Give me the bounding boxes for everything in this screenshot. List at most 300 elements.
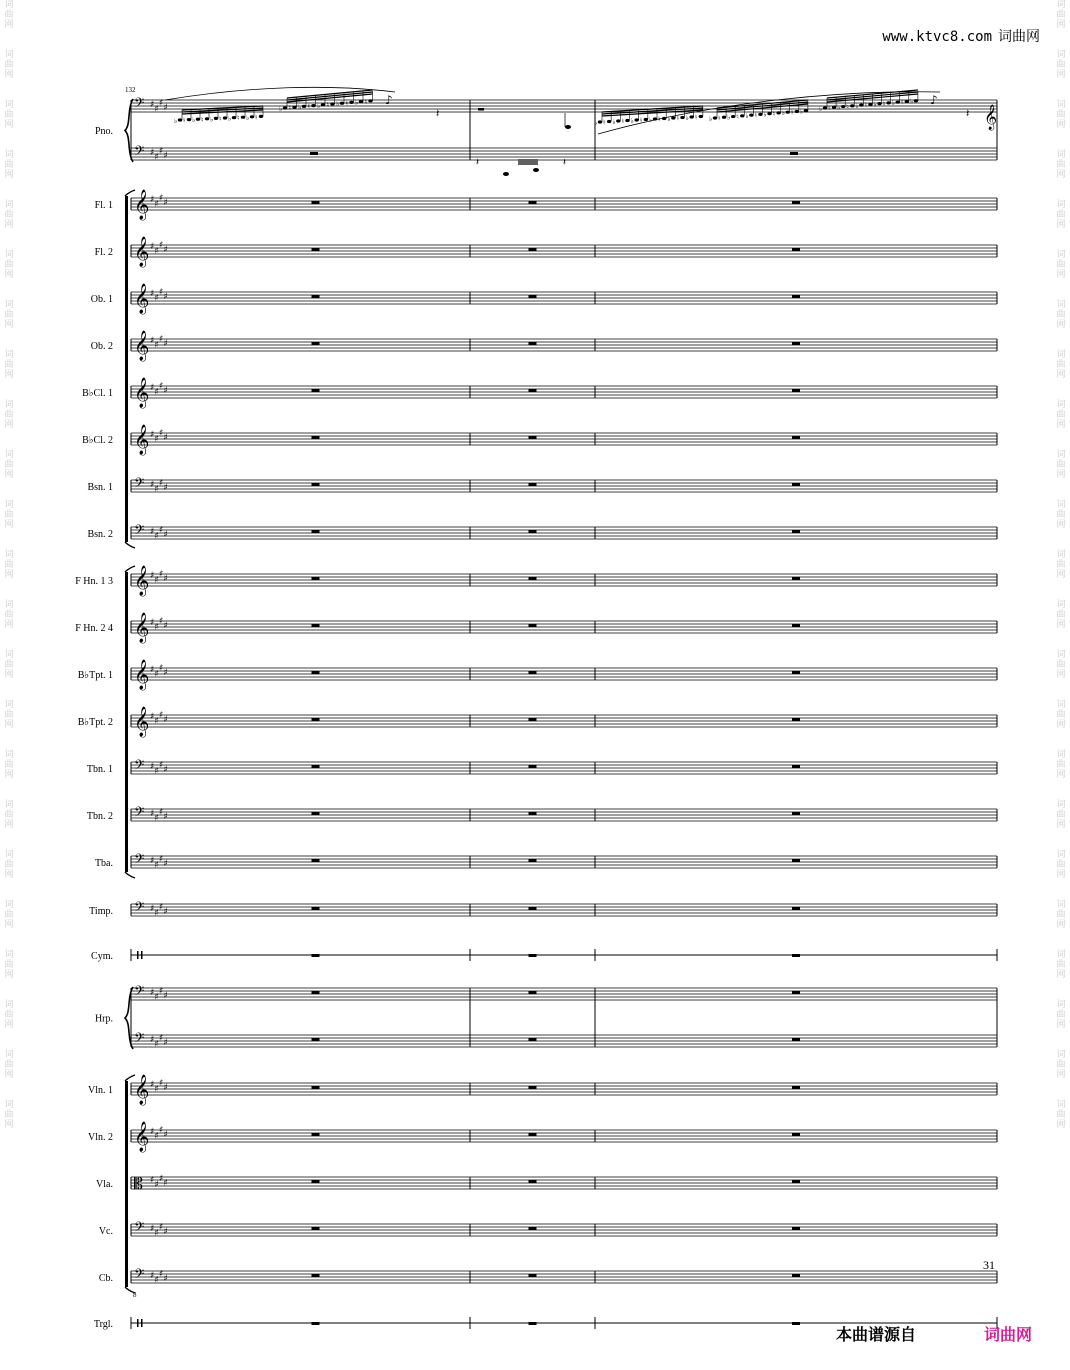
accidental: ♮ — [364, 97, 368, 106]
whole-rest — [792, 671, 800, 674]
piano-run-4-note — [731, 115, 735, 118]
whole-rest — [529, 765, 537, 768]
bass-clef: 𝄢 — [134, 1266, 145, 1285]
key-sharp: ♯ — [154, 669, 159, 680]
whole-rest — [312, 530, 320, 533]
whole-rest — [529, 624, 537, 627]
accidental: ♮ — [621, 117, 625, 126]
quarter-rest: 𝄽 — [966, 107, 970, 120]
key-sharp: ♯ — [159, 1078, 164, 1089]
whole-rest — [792, 1322, 800, 1325]
key-sharp: ♯ — [154, 1084, 159, 1095]
whole-rest — [792, 718, 800, 721]
piano-run-2-note — [349, 101, 353, 104]
bass-clef: 𝄢 — [134, 522, 145, 541]
instrument-label: B♭Tpt. 1 — [77, 670, 113, 681]
whole-rest — [312, 295, 320, 298]
accidental: ♭ — [192, 116, 196, 125]
accidental: ♭ — [745, 112, 749, 121]
quarter-rest: 𝄽 — [476, 157, 480, 168]
key-sharp: ♯ — [150, 1080, 155, 1090]
key-sharp: ♯ — [163, 1038, 168, 1048]
key-sharp: ♯ — [163, 621, 168, 631]
instrument-label: Timp. — [89, 906, 113, 917]
whole-rest — [792, 483, 800, 486]
ottava-mark: 8 — [133, 1291, 137, 1299]
accidental: ♮ — [718, 114, 721, 123]
whole-rest — [312, 483, 320, 486]
key-sharp: ♯ — [154, 484, 159, 495]
accidental: ♮ — [219, 115, 222, 123]
accidental: ♭ — [873, 100, 877, 109]
instrument-label: Tbn. 2 — [86, 811, 113, 822]
piano-run-3-note — [689, 115, 693, 118]
key-sharp: ♯ — [154, 199, 159, 210]
key-sharp: ♯ — [159, 428, 164, 439]
piano-run-2-note — [321, 103, 325, 106]
key-sharp: ♯ — [159, 193, 164, 204]
key-sharp: ♯ — [163, 483, 168, 493]
whole-rest — [312, 1133, 320, 1136]
piano-run-5-note — [868, 103, 872, 106]
whole-rest — [792, 1180, 800, 1183]
piano-run-3-note — [616, 119, 620, 122]
accidental: ♮ — [201, 115, 204, 124]
key-sharp: ♯ — [159, 381, 164, 392]
key-sharp: ♯ — [154, 813, 159, 824]
piano-run-3-note — [634, 118, 638, 121]
piano-run-5-note — [832, 106, 836, 109]
key-sharp: ♯ — [150, 148, 155, 158]
key-sharp: ♯ — [154, 575, 159, 586]
accidental: ♭ — [228, 114, 232, 123]
instrument-label: Fl. 1 — [94, 200, 113, 211]
accidental: ♭ — [819, 105, 823, 113]
key-sharp: ♯ — [154, 1180, 159, 1190]
whole-rest — [792, 624, 800, 627]
measure-number: 132 — [125, 86, 136, 94]
whole-rest — [529, 1086, 537, 1089]
whole-rest — [529, 954, 537, 957]
instrument-label: Vc. — [98, 1226, 113, 1237]
whole-rest — [529, 201, 537, 204]
accidental: ♮ — [694, 113, 698, 122]
treble-clef: 𝄞 — [134, 1075, 150, 1105]
accidental: ♮ — [288, 104, 292, 113]
whole-rest — [792, 389, 800, 392]
key-sharp: ♯ — [163, 715, 168, 725]
key-sharp: ♯ — [159, 98, 164, 109]
treble-clef: 𝄞 — [134, 613, 150, 643]
key-sharp: ♯ — [150, 242, 155, 252]
key-sharp: ♯ — [159, 1222, 164, 1233]
piano-run-3-note — [680, 116, 684, 119]
instrument-label: Bsn. 2 — [87, 529, 113, 540]
piano-run-1-note — [223, 116, 227, 119]
left-watermark: 词 曲 网 词 曲 网 词 曲 网 词 曲 网 词 曲 网 词 曲 网 词 曲 网 词 曲 网 词 曲 网 词 曲 网 词 曲 网 词 曲 网 词 曲 网 词 曲 网 词 曲 网 词 曲 网 词 曲 网 词 曲 网 词 曲 网 词 曲 网 词 曲 网 词 曲 网 词 曲 网 — [4, 0, 14, 1130]
piano-run-2-note — [359, 100, 363, 103]
accidental: ♮ — [754, 111, 757, 120]
key-sharp: ♯ — [154, 1275, 159, 1286]
footer-brand[interactable]: 词曲网 — [984, 1325, 1033, 1344]
whole-rest — [792, 812, 800, 815]
treble-clef: 𝄞 — [134, 190, 150, 220]
key-sharp: ♯ — [159, 240, 164, 251]
instrument-label: Vln. 2 — [88, 1132, 113, 1143]
key-sharp: ♯ — [159, 525, 164, 536]
instrument-label: Pno. — [94, 126, 113, 137]
key-sharp: ♯ — [154, 908, 159, 919]
piano-run-2-note — [340, 102, 344, 105]
whole-rest — [529, 671, 537, 674]
key-sharp: ♯ — [154, 387, 159, 398]
key-sharp: ♯ — [159, 760, 164, 771]
piano-run-4-note — [722, 116, 726, 119]
piano-run-2-beam — [287, 90, 373, 98]
key-sharp: ♯ — [159, 1269, 164, 1280]
key-sharp: ♯ — [159, 146, 164, 157]
key-sharp: ♯ — [159, 569, 164, 580]
whole-rest — [312, 765, 320, 768]
whole-rest — [529, 907, 537, 910]
key-sharp: ♯ — [150, 336, 155, 346]
piano-run-1-note — [214, 117, 218, 120]
instrument-label: F Hn. 1 3 — [75, 576, 113, 587]
accidental: ♭ — [612, 118, 616, 126]
accent-note: ♪ — [930, 93, 938, 107]
page-number: 31 — [983, 1258, 995, 1272]
accidental: ♭ — [667, 115, 671, 123]
whole-rest — [792, 907, 800, 910]
accidental: ♮ — [237, 114, 240, 123]
whole-rest — [312, 1086, 320, 1089]
percussion-clef — [137, 1319, 139, 1327]
instrument-label: Tba. — [94, 858, 113, 869]
key-sharp: ♯ — [150, 1035, 155, 1045]
treble-clef: 𝄞 — [134, 1122, 150, 1152]
woodwind-bracket-bottom — [125, 542, 135, 548]
accidental: ♭ — [210, 115, 214, 124]
whole-rest — [312, 1038, 320, 1041]
bass-clef: 𝄢 — [134, 143, 145, 162]
key-sharp: ♯ — [163, 103, 168, 113]
key-sharp: ♯ — [163, 1130, 168, 1140]
key-sharp: ♯ — [150, 618, 155, 628]
whole-rest — [310, 152, 318, 155]
key-sharp: ♯ — [154, 716, 159, 727]
key-sharp: ♯ — [150, 665, 155, 675]
key-sharp: ♯ — [154, 104, 159, 115]
key-sharp: ♯ — [163, 1178, 168, 1189]
instrument-label: F Hn. 2 4 — [75, 623, 113, 634]
note — [503, 172, 509, 176]
accidental: ♭ — [246, 113, 250, 122]
piano-run-2-note — [330, 102, 334, 105]
whole-rest — [312, 859, 320, 862]
instrument-label: Ob. 2 — [90, 341, 113, 352]
whole-rest — [792, 1133, 800, 1136]
piano-run-3-note — [625, 119, 629, 122]
key-sharp: ♯ — [159, 807, 164, 818]
whole-rest — [529, 577, 537, 580]
key-sharp: ♯ — [150, 1127, 155, 1137]
bass-clef: 𝄢 — [134, 899, 145, 918]
whole-rest — [529, 991, 537, 994]
piano-run-4-note — [740, 114, 744, 117]
whole-rest — [312, 342, 320, 345]
key-sharp: ♯ — [159, 616, 164, 627]
whole-rest — [312, 718, 320, 721]
bass-clef: 𝄢 — [134, 475, 145, 494]
accidental: ♭ — [763, 110, 767, 119]
piano-run-1-note — [205, 117, 209, 120]
whole-rest — [312, 201, 320, 204]
accidental: ♮ — [790, 108, 794, 117]
whole-rest — [529, 812, 537, 815]
piano-run-1-note — [241, 116, 245, 119]
whole-rest — [312, 812, 320, 815]
accidental: ♭ — [855, 102, 859, 111]
piano-run-4-note — [713, 116, 717, 119]
accidental: ♭ — [685, 114, 689, 122]
piano-run-4-note — [804, 109, 808, 112]
whole-rest — [792, 859, 800, 862]
whole-rest — [529, 342, 537, 345]
accidental: ♭ — [317, 101, 321, 110]
whole-rest — [792, 1086, 800, 1089]
key-sharp: ♯ — [159, 1174, 164, 1184]
key-sharp: ♯ — [159, 663, 164, 674]
accidental: ♮ — [639, 116, 643, 125]
instrument-label: Cym. — [91, 951, 113, 962]
bass-clef: 𝄢 — [134, 804, 145, 823]
key-sharp: ♯ — [150, 289, 155, 299]
instrument-label: B♭Tpt. 2 — [77, 717, 113, 728]
piano-run-1-note — [259, 115, 263, 118]
key-sharp: ♯ — [163, 151, 168, 161]
whole-rest — [312, 1322, 320, 1325]
key-sharp: ♯ — [150, 904, 155, 914]
piano-run-1-note — [250, 115, 254, 118]
key-sharp: ♯ — [150, 480, 155, 490]
key-sharp: ♯ — [159, 334, 164, 345]
bass-clef: 𝄢 — [134, 1219, 145, 1238]
whole-rest — [529, 1227, 537, 1230]
piano-run-5-note — [859, 103, 863, 106]
note — [533, 168, 539, 172]
key-sharp: ♯ — [150, 1175, 155, 1186]
key-sharp: ♯ — [159, 287, 164, 298]
bass-clef: 𝄢 — [134, 1030, 145, 1049]
key-sharp: ♯ — [154, 1039, 159, 1050]
instrument-label: Ob. 1 — [90, 294, 113, 305]
whole-rest — [792, 530, 800, 533]
key-sharp: ♯ — [163, 1274, 168, 1284]
key-sharp: ♯ — [163, 386, 168, 396]
brass-bracket-bottom — [125, 872, 135, 878]
piano-run-3-note — [644, 118, 648, 121]
instrument-label: Bsn. 1 — [87, 482, 113, 493]
accidental: ♭ — [336, 100, 340, 109]
piano-run-2-note — [302, 105, 306, 108]
key-sharp: ♯ — [163, 765, 168, 775]
whole-rest — [529, 1274, 537, 1277]
whole-rest — [529, 1322, 537, 1325]
whole-rest — [312, 954, 320, 957]
key-sharp: ♯ — [163, 991, 168, 1001]
key-sharp: ♯ — [154, 293, 159, 304]
accidental: ♮ — [326, 101, 330, 109]
half-rest — [478, 108, 484, 111]
key-sharp: ♯ — [150, 988, 155, 998]
piano-run-5-note — [877, 102, 881, 105]
piano-run-5-note — [914, 99, 918, 102]
key-sharp: ♯ — [159, 478, 164, 489]
alto-clef: 𝄡 — [134, 1174, 143, 1193]
treble-clef: 𝄞 — [134, 284, 150, 314]
accidental: ♮ — [882, 99, 886, 108]
piano-run-5-note — [905, 100, 909, 103]
piano-run-1-note — [187, 118, 191, 121]
whole-rest — [529, 295, 537, 298]
piano-run-3-note — [671, 116, 675, 119]
key-sharp: ♯ — [159, 710, 164, 721]
whole-rest — [792, 1227, 800, 1230]
key-sharp: ♯ — [150, 809, 155, 819]
key-sharp: ♯ — [163, 530, 168, 540]
whole-rest — [792, 765, 800, 768]
percussion-clef — [141, 951, 143, 959]
whole-rest — [312, 907, 320, 910]
key-sharp: ♯ — [150, 1224, 155, 1234]
treble-clef-change: 𝄞 — [984, 105, 998, 130]
site-name: 词曲网 — [998, 29, 1040, 45]
bass-clef: 𝄢 — [134, 95, 145, 114]
piano-run-2-note — [292, 106, 296, 109]
whole-rest — [312, 577, 320, 580]
piano-run-5-note — [850, 104, 854, 107]
accidental: ♮ — [736, 112, 739, 121]
treble-clef: 𝄞 — [134, 237, 150, 267]
accidental: ♮ — [900, 98, 904, 107]
piano-brace — [125, 99, 133, 162]
accidental: ♮ — [772, 109, 776, 118]
key-sharp: ♯ — [159, 902, 164, 913]
key-sharp: ♯ — [159, 1033, 164, 1044]
whole-rest — [790, 152, 798, 155]
whole-rest — [792, 1038, 800, 1041]
accent-note: ♪ — [385, 93, 393, 107]
accidental: ♭ — [174, 117, 178, 125]
whole-rest — [529, 248, 537, 251]
piano-run-2-note — [368, 99, 372, 102]
accidental: ♭ — [630, 117, 634, 125]
instrument-label: Trgl. — [93, 1319, 113, 1330]
piano-run-5-note — [841, 105, 845, 108]
piano-run-1-note — [196, 118, 200, 121]
piano-run-4-note — [795, 110, 799, 113]
whole-rest — [312, 436, 320, 439]
key-sharp: ♯ — [159, 1125, 164, 1136]
right-watermark: 词 曲 网 词 曲 网 词 曲 网 词 曲 网 词 曲 网 词 曲 网 词 曲 网 词 曲 网 词 曲 网 词 曲 网 词 曲 网 词 曲 网 词 曲 网 词 曲 网 词 曲 网 词 曲 网 词 曲 网 词 曲 网 词 曲 网 词 曲 网 词 曲 网 词 曲 网 词 曲 网 — [1056, 0, 1066, 1130]
harp-brace — [125, 987, 133, 1049]
accidental: ♭ — [709, 115, 713, 123]
whole-rest — [529, 1133, 537, 1136]
accidental: ♭ — [799, 107, 804, 116]
whole-rest — [312, 671, 320, 674]
piano-run-3-note — [598, 120, 602, 123]
whole-rest — [312, 389, 320, 392]
key-sharp: ♯ — [150, 383, 155, 393]
piano-run-4-note — [749, 113, 753, 116]
accidental: ♮ — [307, 102, 311, 111]
whole-rest — [529, 1038, 537, 1041]
piano-run-1-note — [232, 116, 236, 119]
treble-clef: 𝄞 — [134, 331, 150, 361]
key-sharp: ♯ — [163, 812, 168, 822]
whole-rest — [529, 389, 537, 392]
piano-run-4-note — [758, 113, 762, 116]
whole-rest — [792, 1274, 800, 1277]
accidental: ♮ — [255, 113, 258, 122]
whole-rest — [792, 954, 800, 957]
piano-run-1-note — [178, 118, 182, 121]
key-sharp: ♯ — [150, 527, 155, 537]
accidental: ♭ — [837, 103, 841, 112]
accidental: ♮ — [828, 104, 831, 113]
key-sharp: ♯ — [163, 1227, 168, 1237]
key-sharp: ♯ — [154, 1131, 159, 1142]
site-url[interactable]: www.ktvc8.com — [882, 29, 992, 45]
whole-rest — [792, 342, 800, 345]
key-sharp: ♯ — [163, 859, 168, 869]
bass-clef: 𝄢 — [134, 757, 145, 776]
key-sharp: ♯ — [154, 622, 159, 633]
key-sharp: ♯ — [150, 430, 155, 440]
accidental: ♭ — [298, 103, 302, 112]
whole-rest — [312, 624, 320, 627]
instrument-label: Vln. 1 — [88, 1085, 113, 1096]
key-sharp: ♯ — [163, 907, 168, 917]
accidental: ♭ — [355, 98, 359, 107]
whole-rest — [792, 201, 800, 204]
whole-rest — [792, 295, 800, 298]
whole-rest — [529, 718, 537, 721]
accidental: ♭ — [909, 97, 914, 106]
key-sharp: ♯ — [154, 860, 159, 871]
key-sharp: ♯ — [163, 433, 168, 443]
key-sharp: ♯ — [150, 100, 155, 110]
key-sharp: ♯ — [154, 766, 159, 777]
whole-rest — [792, 577, 800, 580]
key-sharp: ♯ — [154, 1228, 159, 1239]
accidental: ♮ — [658, 115, 661, 124]
whole-rest — [792, 991, 800, 994]
piano-run-3-note — [607, 120, 611, 123]
accidental: ♮ — [676, 114, 680, 123]
strings-bracket — [125, 1081, 128, 1287]
piano-run-3-note — [699, 115, 703, 118]
key-sharp: ♯ — [150, 712, 155, 722]
key-sharp: ♯ — [163, 245, 168, 255]
key-sharp: ♯ — [154, 531, 159, 542]
piano-run-2-note — [283, 106, 287, 109]
key-sharp: ♯ — [154, 340, 159, 351]
key-sharp: ♯ — [150, 762, 155, 772]
whole-rest — [312, 1274, 320, 1277]
instrument-label: B♭Cl. 2 — [82, 435, 113, 446]
whole-rest — [792, 436, 800, 439]
